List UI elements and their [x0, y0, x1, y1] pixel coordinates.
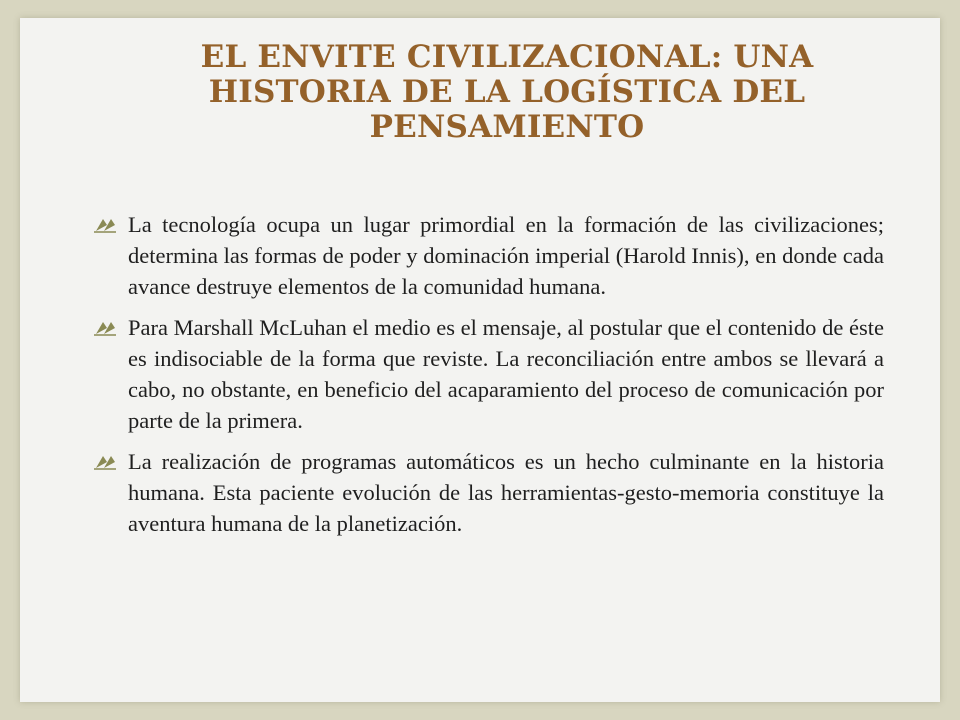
bullet-item — [92, 209, 884, 302]
bullet-marker-icon — [92, 318, 118, 338]
bullet-item — [92, 312, 884, 436]
bullet-marker-icon — [92, 215, 118, 235]
bullet-text: La realización de programas automáticos es un hecho culminante en la historia humana. Esta paciente evolución de las herramientas-gesto-memoria constituye la aventura humana de la planetización. — [128, 449, 884, 536]
bullet-item — [92, 446, 884, 539]
bullet-list — [92, 209, 884, 549]
bullet-text: Para Marshall McLuhan el medio es el mensaje, al postular que el contenido de éste es indisociable de la forma que reviste. La reconciliación entre ambos se llevará a cabo, no obstante, en beneficio del acaparamiento del proceso de comunicación por parte de la primera. — [128, 315, 884, 433]
slide-title: EL ENVITE CIVILIZACIONAL: UNA HISTORIA DE LA LOGÍSTICA DEL PENSAMIENTO — [200, 39, 814, 145]
bullet-text: La tecnología ocupa un lugar primordial en la formación de las civilizaciones; determina las formas de poder y dominación imperial (Harold Innis), en donde cada avance destruye elementos de la comunidad humana. — [128, 212, 884, 299]
bullet-marker-icon — [92, 452, 118, 472]
